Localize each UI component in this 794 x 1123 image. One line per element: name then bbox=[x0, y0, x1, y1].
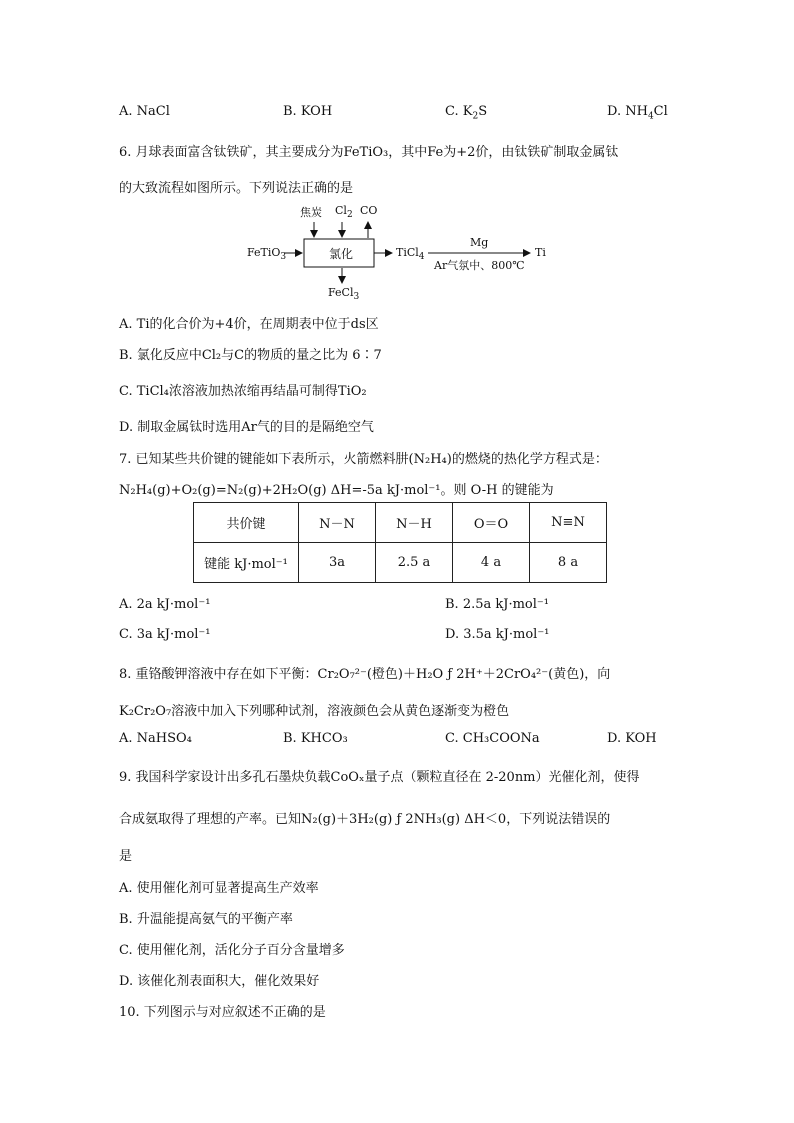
q9-stem-line2: 合成氨取得了理想的产率。已知N₂(g)＋3H₂(g) ƒ 2NH₃(g) ΔH＜0，下列说法错误的 bbox=[119, 812, 611, 827]
table-cell: 键能 kJ·mol⁻¹ bbox=[194, 543, 299, 583]
q5-option-b: B. KOH bbox=[283, 104, 333, 119]
table-cell: 3a bbox=[299, 543, 376, 583]
flow-arrow-bottom: Ar气氛中、800℃ bbox=[434, 259, 525, 272]
flow-input: FeTiO$_3$ bbox=[247, 246, 287, 263]
q6-option-c: C. TiCl₄浓溶液加热浓缩再结晶可制得TiO₂ bbox=[119, 384, 367, 399]
header-cell: N≡N bbox=[530, 503, 607, 543]
q8-option-c: C. CH₃COONa bbox=[445, 731, 540, 746]
header-cell: N－N bbox=[299, 503, 376, 543]
table-row bbox=[194, 543, 607, 583]
flow-coke: 焦炭 bbox=[300, 206, 322, 219]
table-cell: 8 a bbox=[530, 543, 607, 583]
q7-option-b: B. 2.5a kJ·mol⁻¹ bbox=[445, 597, 549, 612]
bond-energy-table bbox=[193, 502, 607, 583]
q8-stem-line2: K₂Cr₂O₇溶液中加入下列哪种试剂，溶液颜色会从黄色逐渐变为橙色 bbox=[119, 704, 510, 719]
q10-stem: 10. 下列图示与对应叙述不正确的是 bbox=[119, 1005, 326, 1020]
q8-stem-line1: 8. 重铬酸钾溶液中存在如下平衡：Cr₂O₇²⁻(橙色)＋H₂O ƒ 2H⁺＋2CrO₄²⁻(黄色)，向 bbox=[119, 667, 611, 682]
q9-option-a: A. 使用催化剂可显著提高生产效率 bbox=[119, 881, 319, 896]
header-cell: N－H bbox=[376, 503, 453, 543]
flow-ticl4: TiCl$_4$ bbox=[396, 246, 425, 263]
q7-stem-line1: 7. 已知某些共价键的键能如下表所示，火箭燃料肼(N₂H₄)的燃烧的热化学方程式是： bbox=[119, 452, 608, 467]
q8-option-a: A. NaHSO₄ bbox=[119, 731, 192, 746]
q7-option-c: C. 3a kJ·mol⁻¹ bbox=[119, 627, 211, 642]
table-header-row bbox=[194, 503, 607, 543]
q9-option-c: C. 使用催化剂，活化分子百分含量增多 bbox=[119, 943, 345, 958]
q6-option-b: B. 氯化反应中Cl₂与C的物质的量之比为 6∶7 bbox=[119, 348, 382, 363]
q7-option-a: A. 2a kJ·mol⁻¹ bbox=[119, 597, 211, 612]
q7-stem-line2: N₂H₄(g)+O₂(g)=N₂(g)+2H₂O(g) ΔH=-5a kJ·mol⁻¹。则 O-H 的键能为 bbox=[119, 483, 554, 498]
q9-stem-line1: 9. 我国科学家设计出多孔石墨炔负载CoOₓ量子点（颗粒直径在 2-20nm）光催化剂，使得 bbox=[119, 770, 640, 785]
q6-option-a: A. Ti的化合价为+4价，在周期表中位于ds区 bbox=[119, 317, 379, 332]
q6-stem-line2: 的大致流程如图所示。下列说法正确的是 bbox=[119, 181, 354, 196]
flow-co: CO bbox=[360, 204, 378, 217]
q6-stem-line1: 6. 月球表面富含钛铁矿，其主要成分为FeTiO₃，其中Fe为+2价，由钛铁矿制取金属钛 bbox=[119, 145, 619, 160]
header-cell: 共价键 bbox=[194, 503, 299, 543]
q5-option-d: D. $NH_4Cl$ bbox=[607, 104, 668, 122]
q9-option-d: D. 该催化剂表面积大，催化效果好 bbox=[119, 974, 320, 989]
q5-option-c: C. $K_2S$ bbox=[445, 104, 488, 122]
header-cell: O＝O bbox=[453, 503, 530, 543]
q9-option-b: B. 升温能提高氨气的平衡产率 bbox=[119, 912, 293, 927]
flow-arrow-top: Mg bbox=[470, 236, 489, 249]
table-cell: 2.5 a bbox=[376, 543, 453, 583]
q9-stem-line3: 是 bbox=[119, 849, 133, 864]
flow-fecl3: FeCl$_3$ bbox=[328, 286, 360, 303]
q6-option-d: D. 制取金属钛时选用Ar气的目的是隔绝空气 bbox=[119, 420, 374, 435]
flow-cl2: $Cl_2$ bbox=[335, 204, 353, 221]
flow-box-label: 氯化 bbox=[329, 247, 354, 261]
q5-option-a: A. NaCl bbox=[119, 104, 170, 119]
table-cell: 4 a bbox=[453, 543, 530, 583]
flow-product: Ti bbox=[535, 246, 546, 259]
q7-option-d: D. 3.5a kJ·mol⁻¹ bbox=[445, 627, 550, 642]
q8-option-b: B. KHCO₃ bbox=[283, 731, 348, 746]
q8-option-d: D. KOH bbox=[607, 731, 657, 746]
